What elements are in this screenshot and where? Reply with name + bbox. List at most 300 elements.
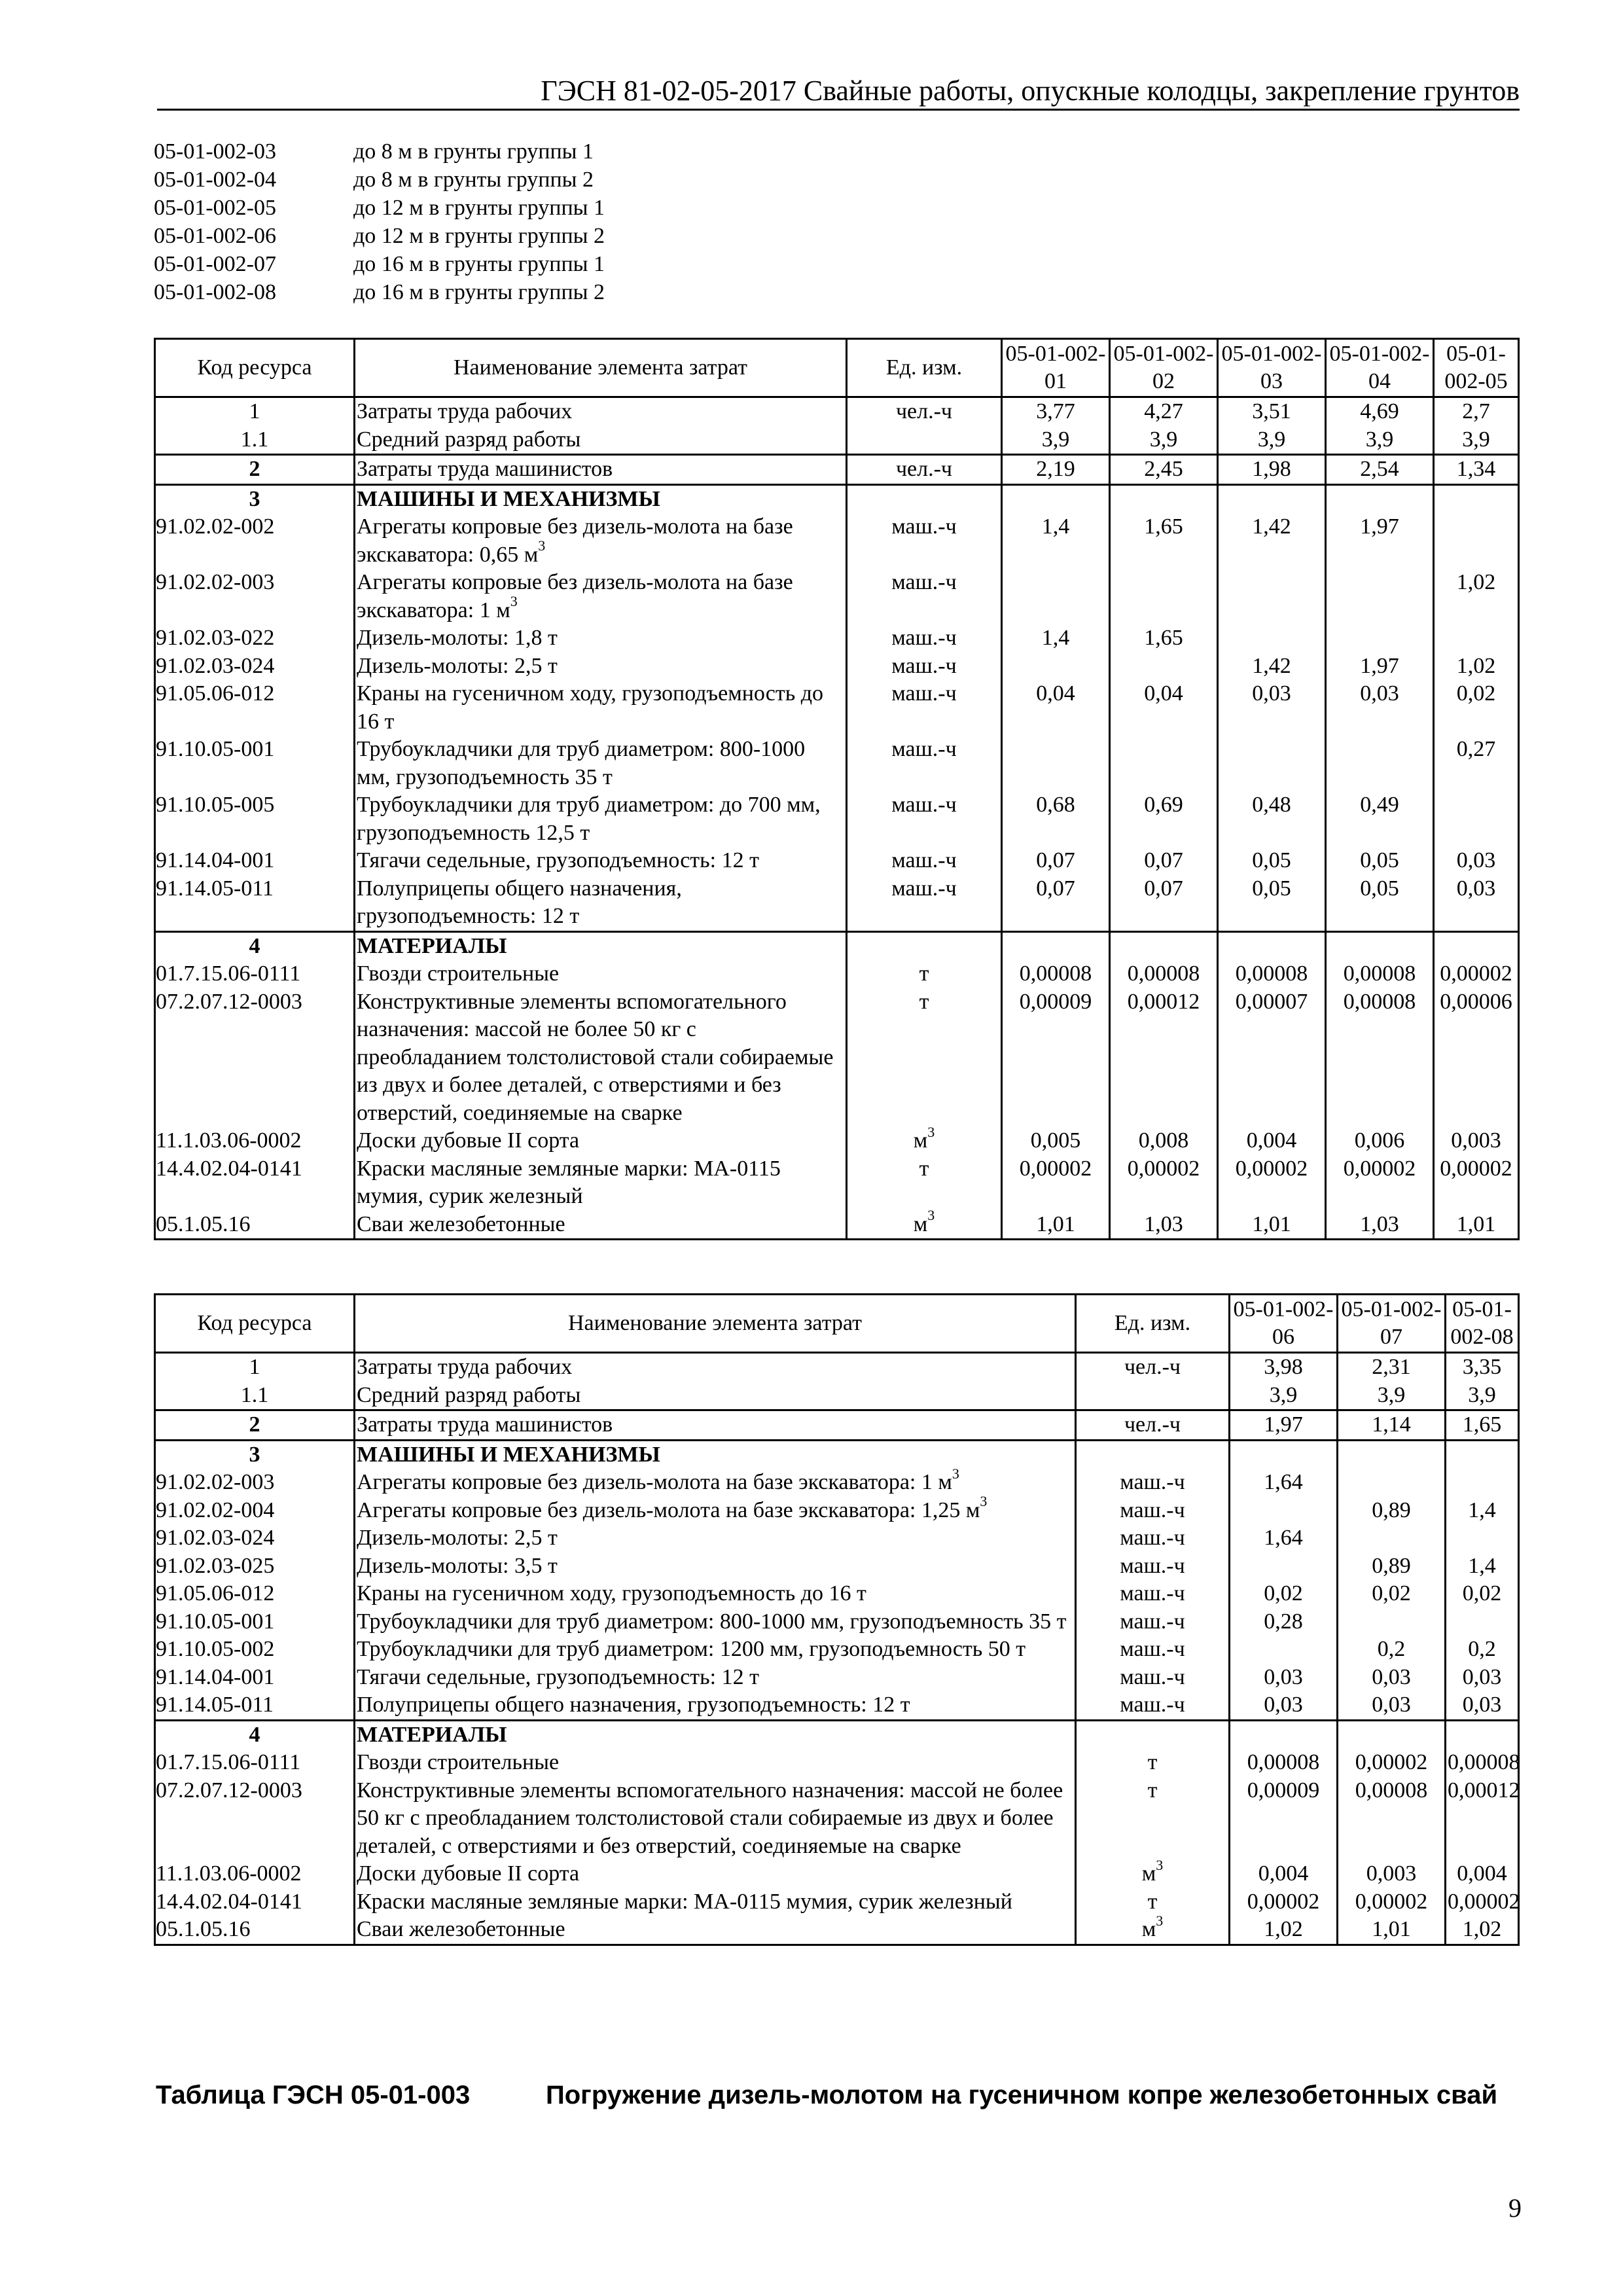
- unit-text: т: [919, 961, 929, 986]
- table-header-row: [155, 1295, 1519, 1353]
- resource-code: 91.10.05-005: [155, 791, 355, 847]
- norm-value: 3,77: [1002, 397, 1110, 426]
- norm-value: 0,00007: [1218, 988, 1326, 1128]
- norm-value: [1338, 1720, 1446, 1749]
- intro-text: до 16 м в грунты группы 1: [353, 252, 605, 276]
- cost-element-name: [355, 1916, 1076, 1945]
- norm-value: 0,03: [1434, 847, 1519, 875]
- unit-of-measure: [847, 569, 1002, 624]
- resource-code: 91.02.02-003: [155, 1469, 355, 1497]
- unit-of-measure: [1076, 1720, 1230, 1749]
- norm-value: 1,4: [1002, 624, 1110, 653]
- norm-value: [1326, 931, 1434, 960]
- cost-element-name: [355, 960, 847, 988]
- cost-element-text: Полуприцепы общего назначения, грузоподъемность: 12 т: [357, 876, 682, 928]
- intro-row: [154, 278, 605, 306]
- norm-value: 3,35: [1446, 1353, 1519, 1382]
- norm-value: 1,97: [1326, 653, 1434, 681]
- cost-element-name: [355, 1552, 1076, 1581]
- norm-value: 0,03: [1230, 1691, 1338, 1720]
- norm-value: 1,65: [1446, 1410, 1519, 1441]
- unit-of-measure: [1076, 1664, 1230, 1692]
- norm-value: 0,49: [1326, 791, 1434, 847]
- norm-value: 0,2: [1338, 1636, 1446, 1664]
- cost-element-text: Трубоукладчики для труб диаметром: 1200 мм, грузоподъемность 50 т: [357, 1637, 1026, 1661]
- unit-of-measure: [847, 931, 1002, 960]
- cost-element-text: Конструктивные элементы вспомогательного назначения: массой не более 50 кг с преобладанием толстолистовой стали собираемые из двух и более деталей, с отверстиями и без отверстий, соединяемые на сварке: [357, 989, 834, 1125]
- table-row: [155, 1353, 1519, 1382]
- intro-row: [154, 222, 605, 250]
- unit-of-measure: [1076, 1382, 1230, 1410]
- norm-value: 0,00008: [1446, 1749, 1519, 1777]
- norm-value: [1218, 484, 1326, 513]
- table-row: [155, 569, 1519, 624]
- intro-row: [154, 166, 605, 194]
- norm-value: [1338, 1524, 1446, 1552]
- unit-of-measure: [847, 960, 1002, 988]
- norm-value: [1230, 1497, 1338, 1525]
- norm-value: 1,65: [1110, 624, 1218, 653]
- intro-code: 05-01-002-04: [154, 168, 276, 192]
- next-table-label: Таблица ГЭСН 05-01-003: [156, 2081, 471, 2109]
- norm-value: [1002, 736, 1110, 791]
- norm-value: 0,89: [1338, 1497, 1446, 1525]
- header-unit: Ед. изм.: [847, 339, 1002, 397]
- norm-value: [1218, 736, 1326, 791]
- norm-value: [1446, 1469, 1519, 1497]
- cost-element-text: МАТЕРИАЛЫ: [357, 933, 507, 958]
- norm-value: 3,9: [1002, 426, 1110, 455]
- table-row: [155, 1608, 1519, 1636]
- header-col: 05-01-002-07: [1338, 1295, 1446, 1353]
- cost-element-text: Дизель-молоты: 1,8 т: [357, 626, 558, 650]
- unit-text: маш.-ч: [891, 626, 957, 650]
- table-row: [155, 1497, 1519, 1525]
- norm-value: 0,03: [1446, 1664, 1519, 1692]
- norm-value: 0,00008: [1230, 1749, 1338, 1777]
- norm-value: 1,01: [1002, 1211, 1110, 1240]
- norm-value: [1434, 513, 1519, 569]
- norm-value: 2,31: [1338, 1353, 1446, 1382]
- cost-element-name: [355, 1636, 1076, 1664]
- cost-element-text: Агрегаты копровые без дизель-молота на базе экскаватора: 1 м: [357, 570, 793, 622]
- cost-element-text: Сваи железобетонные: [357, 1211, 565, 1236]
- norm-value: 0,006: [1326, 1127, 1434, 1155]
- norm-value: 0,05: [1326, 875, 1434, 932]
- table-row: [155, 1691, 1519, 1720]
- cost-element-name: [355, 847, 847, 875]
- intro-row: [154, 250, 605, 278]
- norm-value: 0,00002: [1434, 960, 1519, 988]
- norm-value: 0,05: [1326, 847, 1434, 875]
- unit-text: т: [919, 1156, 929, 1181]
- table-row: [155, 1155, 1519, 1211]
- unit-text: т: [1147, 1750, 1158, 1774]
- unit-text: маш.-ч: [1120, 1693, 1185, 1717]
- cost-element-name: [355, 931, 847, 960]
- norm-value: [1110, 484, 1218, 513]
- unit-text: м: [913, 1211, 928, 1236]
- unit-text: чел.-ч: [895, 399, 953, 423]
- unit-exponent: 3: [952, 1465, 959, 1482]
- norm-value: 0,89: [1338, 1552, 1446, 1581]
- cost-element-name: [355, 988, 847, 1128]
- resource-code: 91.14.04-001: [155, 847, 355, 875]
- norm-value: [1446, 1608, 1519, 1636]
- norm-value: 3,9: [1446, 1382, 1519, 1410]
- cost-element-text: МАШИНЫ И МЕХАНИЗМЫ: [357, 1442, 660, 1467]
- unit-of-measure: [1076, 1636, 1230, 1664]
- cost-element-name: [355, 1410, 1076, 1441]
- resource-table-1: [154, 338, 1520, 1240]
- norm-value: 1,14: [1338, 1410, 1446, 1441]
- norm-value: 1,02: [1434, 569, 1519, 624]
- norm-value: 4,27: [1110, 397, 1218, 426]
- norm-value: 0,28: [1230, 1608, 1338, 1636]
- norm-value: 0,00002: [1002, 1155, 1110, 1211]
- norm-value: 3,9: [1110, 426, 1218, 455]
- unit-exponent: 3: [1156, 1912, 1164, 1929]
- table-row: [155, 397, 1519, 426]
- unit-of-measure: [1076, 1749, 1230, 1777]
- cost-element-text: Дизель-молоты: 3,5 т: [357, 1553, 558, 1578]
- unit-text: маш.-ч: [1120, 1470, 1185, 1494]
- unit-text: маш.-ч: [891, 653, 957, 678]
- table-row: [155, 513, 1519, 569]
- table-row: [155, 1211, 1519, 1240]
- cost-element-name: [355, 426, 847, 455]
- norm-value: [1230, 1636, 1338, 1664]
- header-name: Наименование элемента затрат: [355, 339, 847, 397]
- unit-of-measure: [1076, 1410, 1230, 1441]
- norm-value: [1446, 1720, 1519, 1749]
- unit-text: чел.-ч: [1124, 1412, 1181, 1437]
- unit-of-measure: [1076, 1353, 1230, 1382]
- resource-code: 1.1: [155, 426, 355, 455]
- norm-value: 0,07: [1002, 847, 1110, 875]
- norm-value: 1,03: [1326, 1211, 1434, 1240]
- norm-value: 0,27: [1434, 736, 1519, 791]
- norm-value: [1230, 1440, 1338, 1469]
- table-row: [155, 1720, 1519, 1749]
- resource-code: 91.02.03-022: [155, 624, 355, 653]
- cost-element-name: [355, 1382, 1076, 1410]
- norm-value: 0,00002: [1230, 1888, 1338, 1916]
- resource-code: 01.7.15.06-0111: [155, 1749, 355, 1777]
- norm-value: 0,00002: [1338, 1749, 1446, 1777]
- cost-element-text: Доски дубовые II сорта: [357, 1861, 580, 1886]
- intro-code: 05-01-002-06: [154, 224, 276, 248]
- table-row: [155, 1410, 1519, 1441]
- norm-value: 2,19: [1002, 455, 1110, 485]
- unit-of-measure: [847, 624, 1002, 653]
- header-unit: Ед. изм.: [1076, 1295, 1230, 1353]
- cost-element-name: [355, 484, 847, 513]
- norm-value: 0,03: [1338, 1691, 1446, 1720]
- unit-text: маш.-ч: [891, 737, 957, 761]
- norm-value: [1326, 736, 1434, 791]
- norm-value: [1002, 569, 1110, 624]
- norm-value: 0,03: [1218, 680, 1326, 736]
- resource-code: 91.10.05-002: [155, 1636, 355, 1664]
- resource-code: 05.1.05.16: [155, 1211, 355, 1240]
- norm-value: [1218, 931, 1326, 960]
- unit-exponent: 3: [538, 537, 546, 554]
- unit-text: маш.-ч: [891, 876, 957, 901]
- cost-element-name: [355, 397, 847, 426]
- norm-value: 0,04: [1110, 680, 1218, 736]
- cost-element-text: Средний разряд работы: [357, 427, 581, 452]
- norm-value: 1,01: [1338, 1916, 1446, 1945]
- norm-value: 0,00002: [1110, 1155, 1218, 1211]
- cost-element-text: Доски дубовые II сорта: [357, 1128, 580, 1153]
- cost-element-text: МАШИНЫ И МЕХАНИЗМЫ: [357, 486, 660, 511]
- header-col: 05-01-002-08: [1446, 1295, 1519, 1353]
- cost-element-name: [355, 1465, 1076, 1497]
- cost-element-name: [355, 624, 847, 653]
- unit-of-measure: [847, 847, 1002, 875]
- unit-of-measure: [847, 455, 1002, 485]
- norm-value: 0,004: [1218, 1127, 1326, 1155]
- unit-of-measure: [847, 484, 1002, 513]
- norm-value: 0,008: [1110, 1127, 1218, 1155]
- resource-code: 91.14.04-001: [155, 1664, 355, 1692]
- cost-element-text: Трубоукладчики для труб диаметром: до 700 мм, грузоподъемность 12,5 т: [357, 793, 821, 845]
- norm-value: [1002, 931, 1110, 960]
- intro-code: 05-01-002-07: [154, 252, 276, 276]
- unit-of-measure: [1076, 1524, 1230, 1552]
- unit-of-measure: [1076, 1580, 1230, 1608]
- norm-value: 0,07: [1002, 875, 1110, 932]
- resource-code: 91.05.06-012: [155, 680, 355, 736]
- running-header: ГЭСН 81-02-05-2017 Свайные работы, опускные колодцы, закрепление грунтов: [157, 73, 1520, 111]
- cost-element-name: [355, 1493, 1076, 1525]
- cost-element-name: [355, 569, 847, 624]
- cost-element-text: Затраты труда машинистов: [357, 457, 613, 481]
- cost-element-text: Агрегаты копровые без дизель-молота на базе экскаватора: 1 м: [357, 1470, 952, 1494]
- unit-of-measure: [1076, 1912, 1230, 1945]
- resource-code: 91.14.05-011: [155, 875, 355, 932]
- cost-element-name: [355, 736, 847, 791]
- header-col: 05-01-002-03: [1218, 339, 1326, 397]
- header-col: 05-01-002-05: [1434, 339, 1519, 397]
- unit-text: чел.-ч: [1124, 1355, 1181, 1379]
- cost-element-text: Дизель-молоты: 2,5 т: [357, 1526, 558, 1550]
- cost-element-text: Средний разряд работы: [357, 1382, 581, 1407]
- unit-of-measure: [847, 680, 1002, 736]
- resource-code: 05.1.05.16: [155, 1916, 355, 1945]
- table-row: [155, 988, 1519, 1128]
- unit-text: маш.-ч: [1120, 1637, 1185, 1661]
- norm-value: 0,00009: [1002, 988, 1110, 1128]
- norm-value: [1230, 1552, 1338, 1581]
- resource-code: 91.02.03-024: [155, 1524, 355, 1552]
- unit-text: маш.-ч: [891, 793, 957, 817]
- unit-exponent: 3: [927, 1123, 935, 1140]
- norm-value: [1218, 624, 1326, 653]
- resource-code: 91.02.03-024: [155, 653, 355, 681]
- intro-text: до 12 м в грунты группы 1: [353, 196, 605, 220]
- cost-element-text: Затраты труда рабочих: [357, 1355, 573, 1379]
- norm-value: 1,64: [1230, 1469, 1338, 1497]
- norm-value: [1110, 736, 1218, 791]
- norm-value: 0,00008: [1218, 960, 1326, 988]
- cost-element-name: [355, 455, 847, 485]
- header-col: 05-01-002-01: [1002, 339, 1110, 397]
- cost-element-text: Гвозди строительные: [357, 961, 560, 986]
- cost-element-text: Тягачи седельные, грузоподъемность: 12 т: [357, 848, 759, 872]
- norm-value: 1,4: [1446, 1552, 1519, 1581]
- resource-code: 91.02.02-004: [155, 1497, 355, 1525]
- table-body: [155, 397, 1519, 1240]
- intro-code: 05-01-002-03: [154, 139, 276, 164]
- norm-value: 0,00008: [1110, 960, 1218, 988]
- table-row: [155, 736, 1519, 791]
- norm-value: 1,03: [1110, 1211, 1218, 1240]
- norm-value: 0,00002: [1326, 1155, 1434, 1211]
- cost-element-text: Трубоукладчики для труб диаметром: 800-1000 мм, грузоподъемность 35 т: [357, 1609, 1067, 1634]
- unit-text: маш.-ч: [891, 848, 957, 872]
- cost-element-text: Сваи железобетонные: [357, 1917, 565, 1941]
- cost-element-text: Трубоукладчики для труб диаметром: 800-1000 мм, грузоподъемность 35 т: [357, 737, 806, 789]
- cost-element-text: Краски масляные земляные марки: МА-0115 мумия, сурик железный: [357, 1889, 1012, 1914]
- norm-value: 0,003: [1338, 1860, 1446, 1888]
- resource-code: 1.1: [155, 1382, 355, 1410]
- table-row: [155, 1382, 1519, 1410]
- norm-value: 1,42: [1218, 653, 1326, 681]
- resource-code: 1: [155, 397, 355, 426]
- norm-value: 3,98: [1230, 1353, 1338, 1382]
- norm-value: 3,9: [1338, 1382, 1446, 1410]
- table-row: [155, 680, 1519, 736]
- table-row: [155, 1749, 1519, 1777]
- cost-element-name: [355, 1720, 1076, 1749]
- cost-element-text: Дизель-молоты: 2,5 т: [357, 653, 558, 678]
- norm-value: 0,005: [1002, 1127, 1110, 1155]
- norm-value: [1434, 624, 1519, 653]
- table-row: [155, 1664, 1519, 1692]
- table-row: [155, 653, 1519, 681]
- intro-row: [154, 137, 605, 166]
- norm-value: 0,05: [1218, 875, 1326, 932]
- norm-value: 1,97: [1326, 513, 1434, 569]
- unit-of-measure: [1076, 1608, 1230, 1636]
- table-row: [155, 1636, 1519, 1664]
- cost-element-name: [355, 1155, 847, 1211]
- unit-of-measure: [847, 426, 1002, 455]
- resource-code: 01.7.15.06-0111: [155, 960, 355, 988]
- resource-code: 14.4.02.04-0141: [155, 1888, 355, 1916]
- cost-element-text: Агрегаты копровые без дизель-молота на базе экскаватора: 1,25 м: [357, 1498, 980, 1522]
- norm-value: 0,003: [1434, 1127, 1519, 1155]
- norm-value: 1,01: [1434, 1211, 1519, 1240]
- table-row: [155, 960, 1519, 988]
- norm-value: 1,01: [1218, 1211, 1326, 1240]
- unit-text: т: [1147, 1778, 1158, 1803]
- table-row: [155, 791, 1519, 847]
- unit-exponent: 3: [1156, 1856, 1164, 1873]
- unit-text: маш.-ч: [1120, 1664, 1185, 1689]
- norm-value: 1,4: [1002, 513, 1110, 569]
- table-row: [155, 1524, 1519, 1552]
- unit-text: маш.-ч: [891, 681, 957, 706]
- unit-text: маш.-ч: [891, 570, 957, 594]
- cost-element-text: Краски масляные земляные марки: МА-0115 мумия, сурик железный: [357, 1156, 781, 1208]
- unit-of-measure: [1076, 1440, 1230, 1469]
- norm-value: 1,65: [1110, 513, 1218, 569]
- norm-value: 0,00002: [1218, 1155, 1326, 1211]
- cost-element-name: [355, 680, 847, 736]
- cost-element-name: [355, 1860, 1076, 1888]
- norm-value: [1434, 791, 1519, 847]
- norm-value: 3,51: [1218, 397, 1326, 426]
- norm-value: [1326, 624, 1434, 653]
- table-row: [155, 1440, 1519, 1469]
- header-col: 05-01-002-06: [1230, 1295, 1338, 1353]
- norm-value: [1110, 931, 1218, 960]
- intro-text: до 8 м в грунты группы 1: [353, 139, 594, 164]
- unit-of-measure: [847, 988, 1002, 1128]
- norm-value: 0,02: [1230, 1580, 1338, 1608]
- unit-exponent: 3: [980, 1493, 988, 1510]
- cost-element-name: [355, 1211, 847, 1240]
- header-col: 05-01-002-04: [1326, 339, 1434, 397]
- unit-of-measure: [1076, 1856, 1230, 1888]
- norm-value: 0,00006: [1434, 988, 1519, 1128]
- norm-value: 1,34: [1434, 455, 1519, 485]
- norm-value: 0,00008: [1338, 1777, 1446, 1861]
- cost-element-text: Затраты труда машинистов: [357, 1412, 613, 1437]
- norm-value: 0,004: [1446, 1860, 1519, 1888]
- norm-value: 0,00002: [1338, 1888, 1446, 1916]
- table-row: [155, 1552, 1519, 1581]
- resource-code: 1: [155, 1353, 355, 1382]
- resource-code: 07.2.07.12-0003: [155, 988, 355, 1128]
- resource-code: 91.10.05-001: [155, 1608, 355, 1636]
- cost-element-text: Краны на гусеничном ходу, грузоподъемность до 16 т: [357, 681, 824, 734]
- norm-value: 0,03: [1230, 1664, 1338, 1692]
- norm-value: [1338, 1608, 1446, 1636]
- intro-code: 05-01-002-08: [154, 280, 276, 304]
- unit-exponent: 3: [927, 1207, 935, 1224]
- norm-value: 0,03: [1434, 875, 1519, 932]
- cost-element-text: МАТЕРИАЛЫ: [357, 1722, 507, 1747]
- cost-element-name: [355, 1749, 1076, 1777]
- resource-code: 4: [155, 1720, 355, 1749]
- unit-text: т: [919, 989, 929, 1014]
- norm-value: 0,00008: [1326, 988, 1434, 1128]
- resource-code: 11.1.03.06-0002: [155, 1127, 355, 1155]
- unit-text: чел.-ч: [895, 457, 953, 481]
- cost-element-name: [355, 1664, 1076, 1692]
- cost-element-name: [355, 1777, 1076, 1861]
- table-row: [155, 1469, 1519, 1497]
- cost-element-name: [355, 1353, 1076, 1382]
- unit-text: маш.-ч: [891, 514, 957, 539]
- norm-value: 0,00002: [1446, 1888, 1519, 1916]
- norm-value: [1230, 1720, 1338, 1749]
- norm-value: [1218, 569, 1326, 624]
- cost-element-text: Гвозди строительные: [357, 1750, 560, 1774]
- resource-code: 2: [155, 455, 355, 485]
- norm-value: [1110, 653, 1218, 681]
- intro-text: до 8 м в грунты группы 2: [353, 168, 594, 192]
- table-row: [155, 624, 1519, 653]
- unit-text: маш.-ч: [1120, 1498, 1185, 1522]
- cost-element-name: [355, 1127, 847, 1155]
- unit-text: маш.-ч: [1120, 1553, 1185, 1578]
- unit-text: м: [1141, 1861, 1156, 1886]
